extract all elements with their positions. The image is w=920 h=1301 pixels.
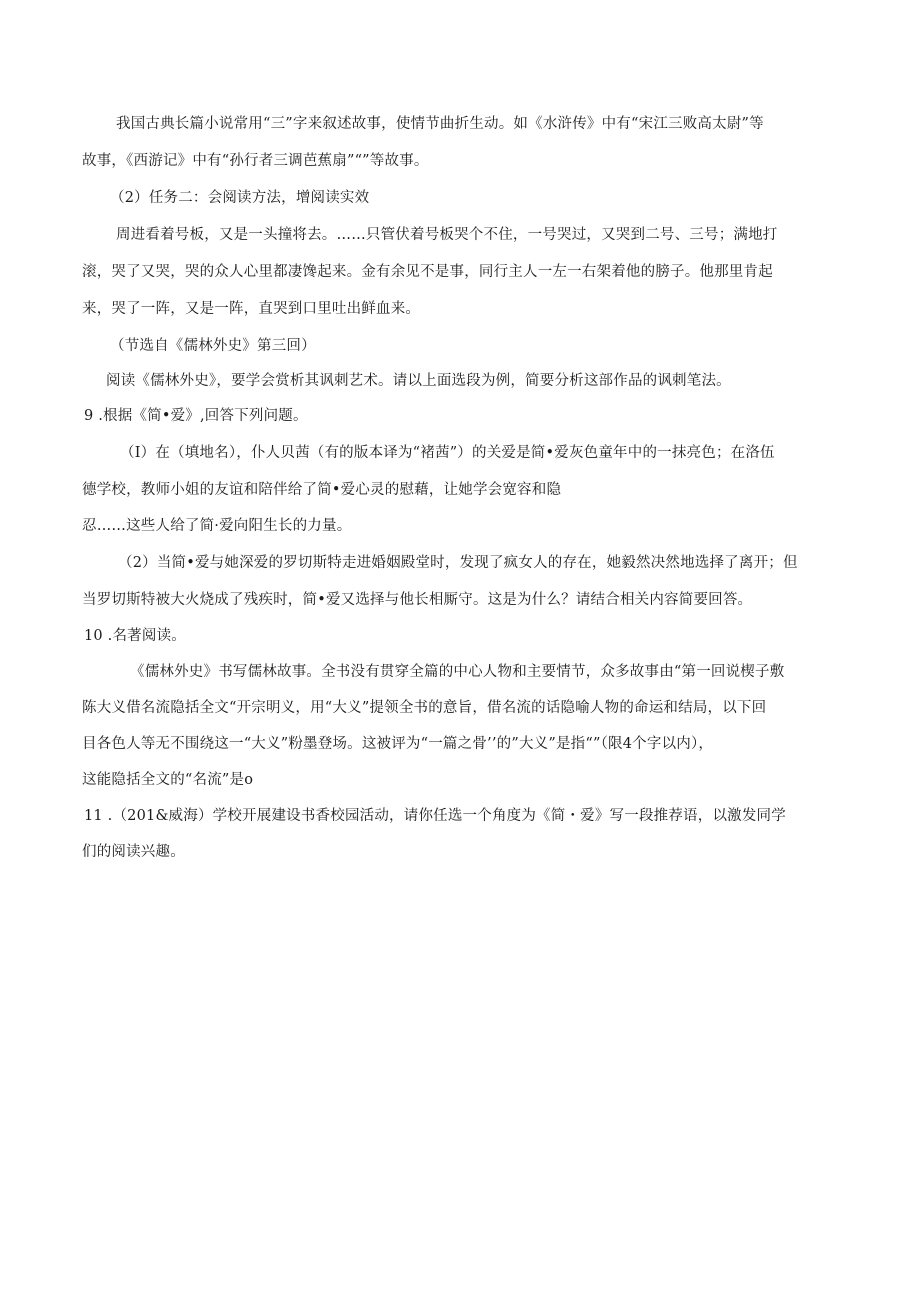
paragraph-line: 滚，哭了又哭，哭的众人心里都凄馋起来。金有余见不是事，同行主人一左一右架着他的膀子。他那里肯起 (82, 264, 773, 280)
question-number-9: 9 .根据《简•爱》,回答下列问题。 (84, 408, 308, 424)
paragraph-line: 当罗切斯特被大火烧成了残疾时，简•爱又选择与他长相厮守。这是为什么？请结合相关内容简要回答。 (82, 592, 753, 608)
section-heading: （2）任务二：会阅读方法，增阅读实效 (110, 190, 370, 206)
paragraph-line: （I）在（填地名），仆人贝茜（有的版本译为“褚茜”）的关爱是简•爱灰色童年中的一抹亮色；在洛伍 (120, 445, 775, 461)
paragraph-line: 我国古典长篇小说常用“三”字来叙述故事，使情节曲折生动。如《水浒传》中有“宋江三败高太尉”等 (116, 116, 764, 132)
paragraph-line: 《儒林外史》书写儒林故事。全书没有贯穿全篇的中心人物和主要情节，众多故事由“第一回说楔子敷 (130, 664, 785, 680)
paragraph-line: 来，哭了一阵，又是一阵，直哭到口里吐出鲜血来。 (82, 301, 421, 317)
paragraph-line: 周进看着号板，又是一头撞将去。……只管伏着号板哭个不住，一号哭过，又哭到二号、三号；满地打 (116, 227, 778, 243)
paragraph-line: 德学校，教师小姐的友谊和陪伴给了简•爱心灵的慰藉，让她学会宽容和隐 (82, 482, 562, 498)
paragraph-line: 故事，《西游记》中有“孙行者三调芭蕉扇”“”等故事。 (82, 153, 429, 169)
paragraph-line: 目各色人等无不围绕这一“大义”粉墨登场。这被评为“一篇之骨’’的”大义”是指“”（限4个字以内）， (82, 736, 714, 752)
paragraph-line: 们的阅读兴趣。 (82, 844, 185, 860)
paragraph-line: 陈大义借名流隐括全文“开宗明义，用“大义”提领全书的意旨，借名流的话隐喻人物的命运和结局，以下回 (82, 700, 767, 716)
question-number-10: 10 .名著阅读。 (84, 628, 186, 644)
paragraph-line: 忍……这些人给了简·爱向阳生长的力量。 (82, 518, 352, 534)
paragraph-line: 这能隐括全文的“名流”是o (82, 772, 254, 788)
source-note: （节选自《儒林外史》第三回） (110, 338, 316, 354)
question-number-11: 11 .（201&威海）学校开展建设书香校园活动，请你任选一个角度为《简・爱》写一段推荐语，以激发同学 (84, 808, 786, 824)
question-prompt: 阅读《儒林外史》，要学会赏析其讽刺艺术。请以上面选段为例，简要分析这部作品的讽刺笔法。 (106, 373, 731, 389)
paragraph-line: （2）当简•爱与她深爱的罗切斯特走进婚姻殿堂时，发现了疯女人的存在，她毅然决然地选择了离开；但 (118, 555, 798, 571)
